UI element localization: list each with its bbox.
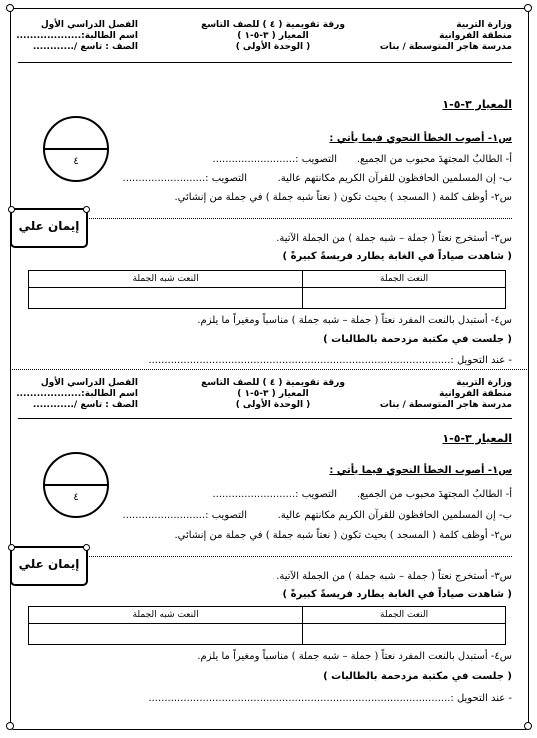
header-divider <box>18 62 512 63</box>
header-worksheet-info: ورقة تقويمية ( ٤ ) للصف التاسع المعيار ( ٣-٥-١ ) ( الوحدة الأولى ) <box>201 20 345 52</box>
corner-dot <box>6 4 14 12</box>
q3-sentence: ( شاهدت صياداً في الغابة يطارد فريسةً كبيرةً ) <box>282 589 512 600</box>
name-badge <box>10 546 88 586</box>
header-student-info: الفصل الدراسي الأول اسم الطالبة:................... الصف : تاسع /............ <box>16 20 138 52</box>
score-value: ٤ <box>73 156 79 167</box>
transform-line: - عند التحويل :............................................................................................... <box>148 693 512 704</box>
q4: س٤- أستبدل بالنعت المفرد نعتاً ( جملة – شبه جملة ) مناسباً ومغيراً ما يلزم. <box>197 315 512 326</box>
header-worksheet-info: ورقة تقويمية ( ٤ ) للصف التاسع المعيار ( ٣-٥-١ ) ( الوحدة الأولى ) <box>201 378 345 410</box>
corner-dot <box>6 722 14 730</box>
q2: س٢- أوظف كلمة ( المسجد ) بحيث تكون ( نعتاً شبه جملة ) في جملة من إنشائي. <box>174 530 512 541</box>
transform-line: - عند التحويل :............................................................................................... <box>148 355 512 366</box>
table-cell[interactable] <box>303 288 506 309</box>
name-badge <box>10 208 88 248</box>
score-value: ٤ <box>73 492 79 503</box>
corner-dot <box>524 4 532 12</box>
table-header: النعت شبه الجملة <box>29 607 303 624</box>
q3: س٣- أستخرج نعتاً ( جملة – شبه جملة ) من الجملة الآتية. <box>276 571 512 582</box>
q3-sentence: ( شاهدت صياداً في الغابة يطارد فريسةً كبيرةً ) <box>282 251 512 262</box>
table-cell[interactable] <box>29 624 303 645</box>
q1-title: س١- أصوب الخطأ النحوي فيما يأتي : <box>329 465 512 476</box>
worksheet-1 <box>18 20 512 380</box>
header-student-info: الفصل الدراسي الأول اسم الطالبة:................... الصف : تاسع /............ <box>16 378 138 410</box>
q4-sentence: ( جلست في مكتبة مزدحمة بالطالبات ) <box>323 671 512 682</box>
q1-a: أ- الطالبُ المجتهدَ محبوب من الجميع. <box>356 489 512 500</box>
answer-line <box>18 556 512 557</box>
q1-b: ب- إن المسلمين الحافظون للقرآن الكريم مكانتهم عالية. <box>277 173 512 184</box>
table-header: النعت الجملة <box>303 271 506 288</box>
table-cell[interactable] <box>303 624 506 645</box>
q4: س٤- أستبدل بالنعت المفرد نعتاً ( جملة – شبه جملة ) مناسباً ومغيراً ما يلزم. <box>197 651 512 662</box>
table-cell[interactable] <box>29 288 303 309</box>
sheet-separator <box>10 369 527 370</box>
score-circle <box>43 116 109 182</box>
standard-title: المعيار ٣-٥-١ <box>442 98 512 111</box>
q1-b: ب- إن المسلمين الحافظون للقرآن الكريم مكانتهم عالية. <box>277 510 512 521</box>
q3: س٣- أستخرج نعتاً ( جملة – شبه جملة ) من الجملة الآتية. <box>276 233 512 244</box>
standard-title: المعيار ٣-٥-١ <box>442 432 512 445</box>
table-header: النعت شبه الجملة <box>29 271 303 288</box>
q1-a: أ- الطالبُ المجتهدَ محبوب من الجميع. <box>356 154 512 165</box>
answer-table <box>28 606 506 645</box>
q1-b-correction: التصويب :.......................... <box>122 173 247 184</box>
score-circle <box>43 452 109 518</box>
header-divider <box>18 418 512 419</box>
q1-a-correction: التصويب :.......................... <box>212 154 337 165</box>
table-header: النعت الجملة <box>303 607 506 624</box>
q4-sentence: ( جلست في مكتبة مزدحمة بالطالبات ) <box>323 334 512 345</box>
q2: س٢- أوظف كلمة ( المسجد ) بحيث تكون ( نعتاً شبه جملة ) في جملة من إنشائي. <box>174 192 512 203</box>
badge-name: إيمان علي <box>18 219 80 233</box>
corner-dot <box>524 722 532 730</box>
header-ministry: وزارة التربية منطقة الفروانية مدرسة هاجر المتوسطة / بنات <box>379 378 512 410</box>
badge-name: إيمان علي <box>18 557 80 571</box>
answer-table <box>28 270 506 309</box>
header-ministry: وزارة التربية منطقة الفروانية مدرسة هاجر المتوسطة / بنات <box>379 20 512 52</box>
q1-b-correction: التصويب :.......................... <box>122 510 247 521</box>
q1-title: س١- أصوب الخطأ النحوي فيما يأتي : <box>329 133 512 144</box>
worksheet-2 <box>18 378 512 738</box>
q1-a-correction: التصويب :.......................... <box>212 489 337 500</box>
answer-line <box>18 218 512 219</box>
